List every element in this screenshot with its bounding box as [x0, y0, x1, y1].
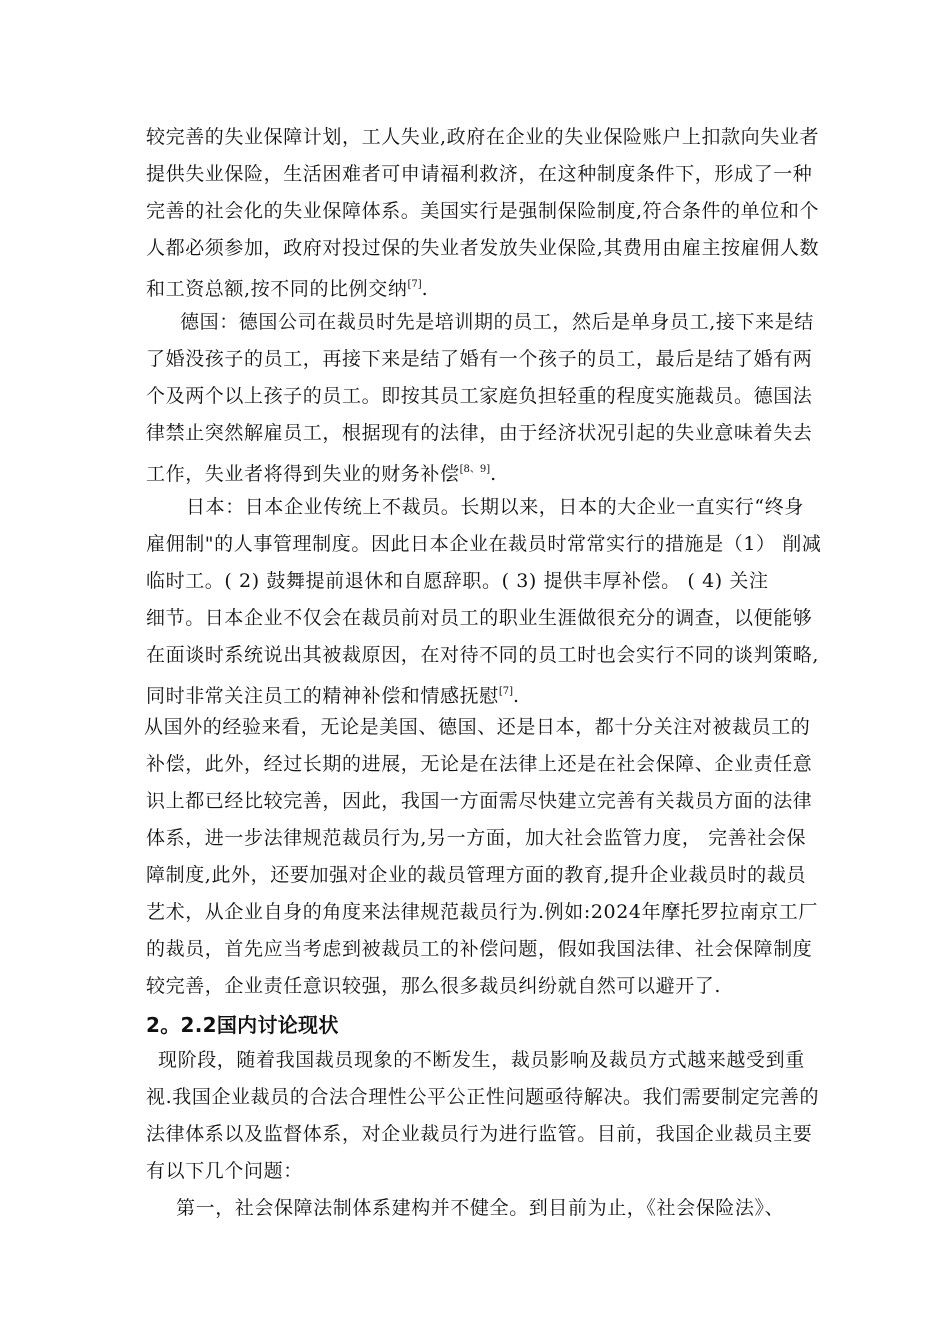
text-line	[146, 162, 812, 186]
text-line	[146, 421, 812, 445]
text-line	[146, 752, 812, 776]
text-line	[146, 643, 819, 667]
line-text: 完善的社会化的失业保障体系。美国实行是强制保险制度,符合条件的单位和个	[146, 200, 820, 222]
text-line	[146, 863, 806, 887]
text-line	[146, 347, 812, 371]
line-text: 补偿，此外，经过长期的进展，无论是在法律上还是在社会保障、企业责任意	[146, 753, 813, 775]
text-line	[146, 937, 812, 961]
text-line	[180, 310, 814, 334]
line-text: 个及两个以上孩子的员工。即按其员工家庭负担轻重的程度实施裁员。德国法	[146, 385, 813, 407]
line-text: 识上都已经比较完善，因此，我国一方面需尽快建立完善有关裁员方面的法律	[146, 790, 813, 812]
line-text: 较完善的失业保障计划，工人失业,政府在企业的失业保险账户上扣款向失业者	[146, 126, 820, 148]
line-text: 从国外的经验来看，无论是美国、德国、还是日本，都十分关注对被裁员工的	[144, 716, 811, 738]
text-line	[146, 789, 812, 813]
line-text: 障制度,此外，还要加强对企业的裁员管理方面的教育,提升企业裁员时的裁员	[146, 864, 807, 886]
text-line	[146, 273, 428, 301]
citation-marker: [7]	[407, 279, 422, 290]
text-line	[146, 236, 819, 260]
citation-marker: [8、9]	[459, 464, 491, 475]
text-line	[146, 125, 819, 149]
line-text: 提供失业保险，生活困难者可申请福利救济，在这种制度条件下，形成了一种	[146, 163, 813, 185]
line-tail: .	[421, 278, 429, 300]
line-text: 雇佣制"的人事管理制度。因此日本企业在裁员时常常实行的措施是（1） 削减	[146, 533, 822, 555]
line-text: 工作，失业者将得到失业的财务补偿	[146, 463, 460, 485]
citation-marker: [7]	[498, 686, 513, 697]
text-line	[146, 1122, 812, 1146]
text-line	[146, 900, 818, 924]
text-line	[146, 1085, 819, 1109]
text-line	[146, 458, 497, 486]
line-tail: .	[512, 685, 520, 707]
line-text: 的裁员，首先应当考虑到被裁员工的补偿问题，假如我国法律、社会保障制度	[146, 938, 813, 960]
line-text: 临时工。( 2) 鼓舞提前退休和自愿辞职。( 3) 提供丰厚补偿。 ( 4) 关注	[146, 570, 769, 592]
line-text: 有以下几个问题：	[146, 1160, 303, 1182]
line-text: 细节。日本企业不仅会在裁员前对员工的职业生涯做很充分的调查，以便能够	[146, 607, 813, 629]
text-line	[146, 384, 812, 408]
text-line	[146, 532, 821, 556]
text-line	[146, 606, 812, 630]
text-line	[146, 974, 721, 998]
text-line	[146, 826, 806, 850]
line-text: 较完善，企业责任意识较强，那么很多裁员纠纷就自然可以避开了.	[146, 975, 722, 997]
line-text: 了婚没孩子的员工，再接下来是结了婚有一个孩子的员工，最后是结了婚有两	[146, 348, 813, 370]
line-text: 同时非常关注员工的精神补偿和情感抚慰	[146, 685, 499, 707]
text-line	[158, 1048, 805, 1072]
line-text: 法律体系以及监督体系，对企业裁员行为进行监管。目前，我国企业裁员主要	[146, 1123, 813, 1145]
text-line	[144, 715, 810, 739]
text-line	[146, 680, 520, 708]
text-line	[146, 199, 819, 223]
line-text: 在面谈时系统说出其被裁原因，在对待不同的员工时也会实行不同的谈判策略,	[146, 644, 820, 666]
line-text: 日本：日本企业传统上不裁员。长期以来，日本的大企业一直实行“终身	[186, 496, 804, 518]
line-text: 和工资总额,按不同的比例交纳	[146, 278, 408, 300]
line-text: 艺术，从企业自身的角度来法律规范裁员行为.例如:2024年摩托罗拉南京工厂	[146, 901, 818, 923]
line-text: 体系，进一步法律规范裁员行为,另一方面，加大社会监管力度， 完善社会保	[146, 827, 807, 849]
text-line	[176, 1196, 784, 1220]
line-tail: .	[490, 463, 497, 485]
line-text: 视.我国企业裁员的合法合理性公平公正性问题亟待解决。我们需要制定完善的	[146, 1086, 820, 1108]
line-text: 德国：德国公司在裁员时先是培训期的员工，然后是单身员工,接下来是结	[180, 311, 814, 333]
line-text: 第一，社会保障法制体系建构并不健全。到目前为止，《社会保险法》、	[176, 1197, 785, 1219]
line-text: 律禁止突然解雇员工，根据现有的法律，由于经济状况引起的失业意味着失去	[146, 422, 813, 444]
line-text: 现阶段，随着我国裁员现象的不断发生，裁员影响及裁员方式越来越受到重	[158, 1049, 805, 1071]
line-text: 人都必须参加，政府对投过保的失业者发放失业保险,其费用由雇主按雇佣人数	[146, 237, 820, 259]
text-line	[186, 495, 804, 519]
section-heading: 2。2.2国内讨论现状	[146, 1013, 339, 1037]
text-line	[146, 569, 769, 593]
text-line	[146, 1159, 303, 1183]
